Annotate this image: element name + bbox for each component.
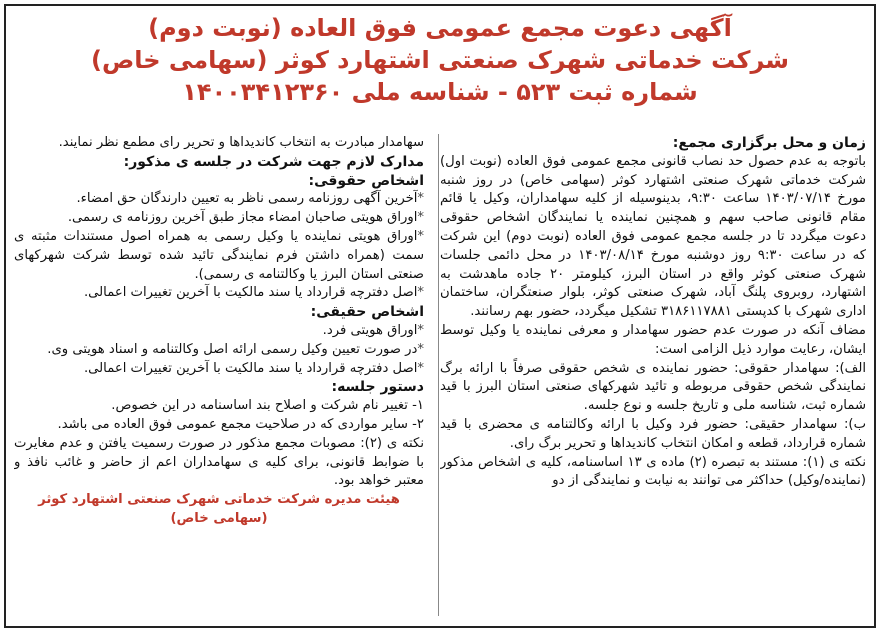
legal-shareholder-paragraph: الف): سهامدار حقوقی: حضور نماینده ی شخص حقوقی صرفاً با ارائه برگ نمایندگی شخص حقوقی مربوطه و تائید شهرکهای صنعتی استان البرز با قید شماره ثبت، شناسه ملی و تاریخ جلسه و نوع جلسه. xyxy=(440,360,866,414)
star-icon: * xyxy=(417,322,424,338)
board-signature: هیئت مدیره شرکت خدماتی شهرک صنعتی اشتهارد کوثر (سهامی خاص) xyxy=(38,492,400,526)
list-item: *اوراق هویتی نماینده یا وکیل رسمی به همراه اصول مستندات مثبته ی سمت (همراه داشتن فرم نمایندگی تائید شده توسط شرکت شهرکهای صنعتی استان البرز یا وکالتنامه ی رسمی). xyxy=(14,228,424,282)
meeting-time-title: زمان و محل برگزاری مجمع: xyxy=(672,135,866,151)
column-divider xyxy=(438,134,439,616)
star-icon: * xyxy=(417,228,424,244)
company-name: شرکت خدماتی شهرک صنعتی اشتهارد کوثر (سهامی خاص) xyxy=(91,46,789,74)
list-item: *اصل دفترچه قرارداد یا سند مالکیت با آخرین تغییرات اعمالی. xyxy=(83,360,424,376)
documents-title: مدارک لازم جهت شرکت در جلسه ی مذکور: xyxy=(123,153,424,170)
legal-persons-title: اشخاص حقوقی: xyxy=(308,172,424,189)
star-icon: * xyxy=(417,360,424,376)
notice-header xyxy=(6,12,874,108)
real-shareholder-paragraph: ب): سهامدار حقیقی: حضور فرد وکیل با ارائه وکالتنامه ی محضری با قید شماره قرارداد، قطعه و امکان انتخاب کاندیداها و تحریر برگ رای. xyxy=(440,416,866,451)
agenda-item: ۱- تغییر نام شرکت و اصلاح بند اساسنامه در این خصوص. xyxy=(111,398,424,414)
left-column xyxy=(14,134,424,620)
note-one-paragraph: نکته ی (۱): مستند به تبصره (۲) ماده ی ۱۳ اساسنامه، کلیه ی اشخاص مذکور (نماینده/وکیل) حداکثر می توانند به نیابت و نمایندگی از دو xyxy=(440,454,866,489)
star-icon: * xyxy=(417,285,424,301)
list-item: *اوراق هویتی صاحبان امضاء مجاز طبق آخرین روزنامه ی رسمی. xyxy=(67,210,424,226)
notice-title: آگهی دعوت مجمع عمومی فوق العاده (نوبت دوم) xyxy=(148,14,732,42)
star-icon: * xyxy=(417,210,424,226)
note-two-paragraph: نکته ی (۲): مصوبات مجمع مذکور در صورت رسمیت یافتن و عدم مغایرت با ضوابط قانونی، برای کلیه ی سهامداران اعم از حاضر و غائب نافذ و معتبر خواهد بود. xyxy=(14,435,424,489)
star-icon: * xyxy=(417,341,424,357)
meeting-paragraph: باتوجه به عدم حصول حد نصاب قانونی مجمع عمومی فوق العاده (نوبت اول) شرکت خدماتی شهرک صنعتی اشتهارد کوثر (سهامی خاص) در روز شنبه مورخ ۱۴۰۳/۰۷/۱۴ ساعت ۹:۳۰، بدینوسیله از کلیه سهامداران، وکیل یا قائم مقام قانونی صاحب سهم و همچنین نماینده یا نمایندگان اشخاص حقوقی دعوت میگردد تا در جلسه مجمع عمومی فوق العاده (نوبت دوم) این شرکت که در ساعت ۹:۳۰ روز دوشنبه مورخ ۱۴۰۳/۰۸/۱۴ در محل دائمی جلسات شهرک صنعتی کوثر واقع در استان البرز، کیلومتر ۲۰ جاده ماهدشت به اشتهارد، روبروی پلنگ آباد، شهرک صنعتی کوثر، بلوار صنعتگران، ساختمان اداری شهرک با کدپستی ۳۱۸۶۱۱۷۸۸۱ تشکیل میگردد، حضور بهم رسانند. xyxy=(440,153,866,320)
list-item: *اوراق هویتی فرد. xyxy=(322,322,424,338)
absence-paragraph: مضاف آنکه در صورت عدم حضور سهامدار و معرفی نماینده یا وکیل توسط ایشان، رعایت موارد ذیل الزامی است: xyxy=(440,322,866,357)
list-item: *آخرین آگهی روزنامه رسمی ناظر به تعیین دارندگان حق امضاء. xyxy=(76,191,424,207)
list-item: *در صورت تعیین وکیل رسمی ارائه اصل وکالتنامه و اسناد هویتی وی. xyxy=(47,341,424,357)
notice-frame xyxy=(4,4,876,628)
agenda-item: ۲- سایر مواردی که در صلاحیت مجمع عمومی فوق العاده می باشد. xyxy=(57,416,424,432)
list-item: *اصل دفترچه قرارداد یا سند مالکیت با آخرین تغییرات اعمالی. xyxy=(83,285,424,301)
real-persons-title: اشخاص حقیقی: xyxy=(310,304,424,321)
right-column xyxy=(440,134,866,620)
star-icon: * xyxy=(417,191,424,207)
continuation-paragraph: سهامدار مبادرت به انتخاب کاندیداها و تحریر رای مطمع نظر نمایند. xyxy=(58,135,424,150)
registration-info: شماره ثبت ۵۲۳ - شناسه ملی ۱۴۰۰۳۴۱۲۳۶۰ xyxy=(182,78,698,106)
agenda-title: دستور جلسه: xyxy=(331,379,424,396)
